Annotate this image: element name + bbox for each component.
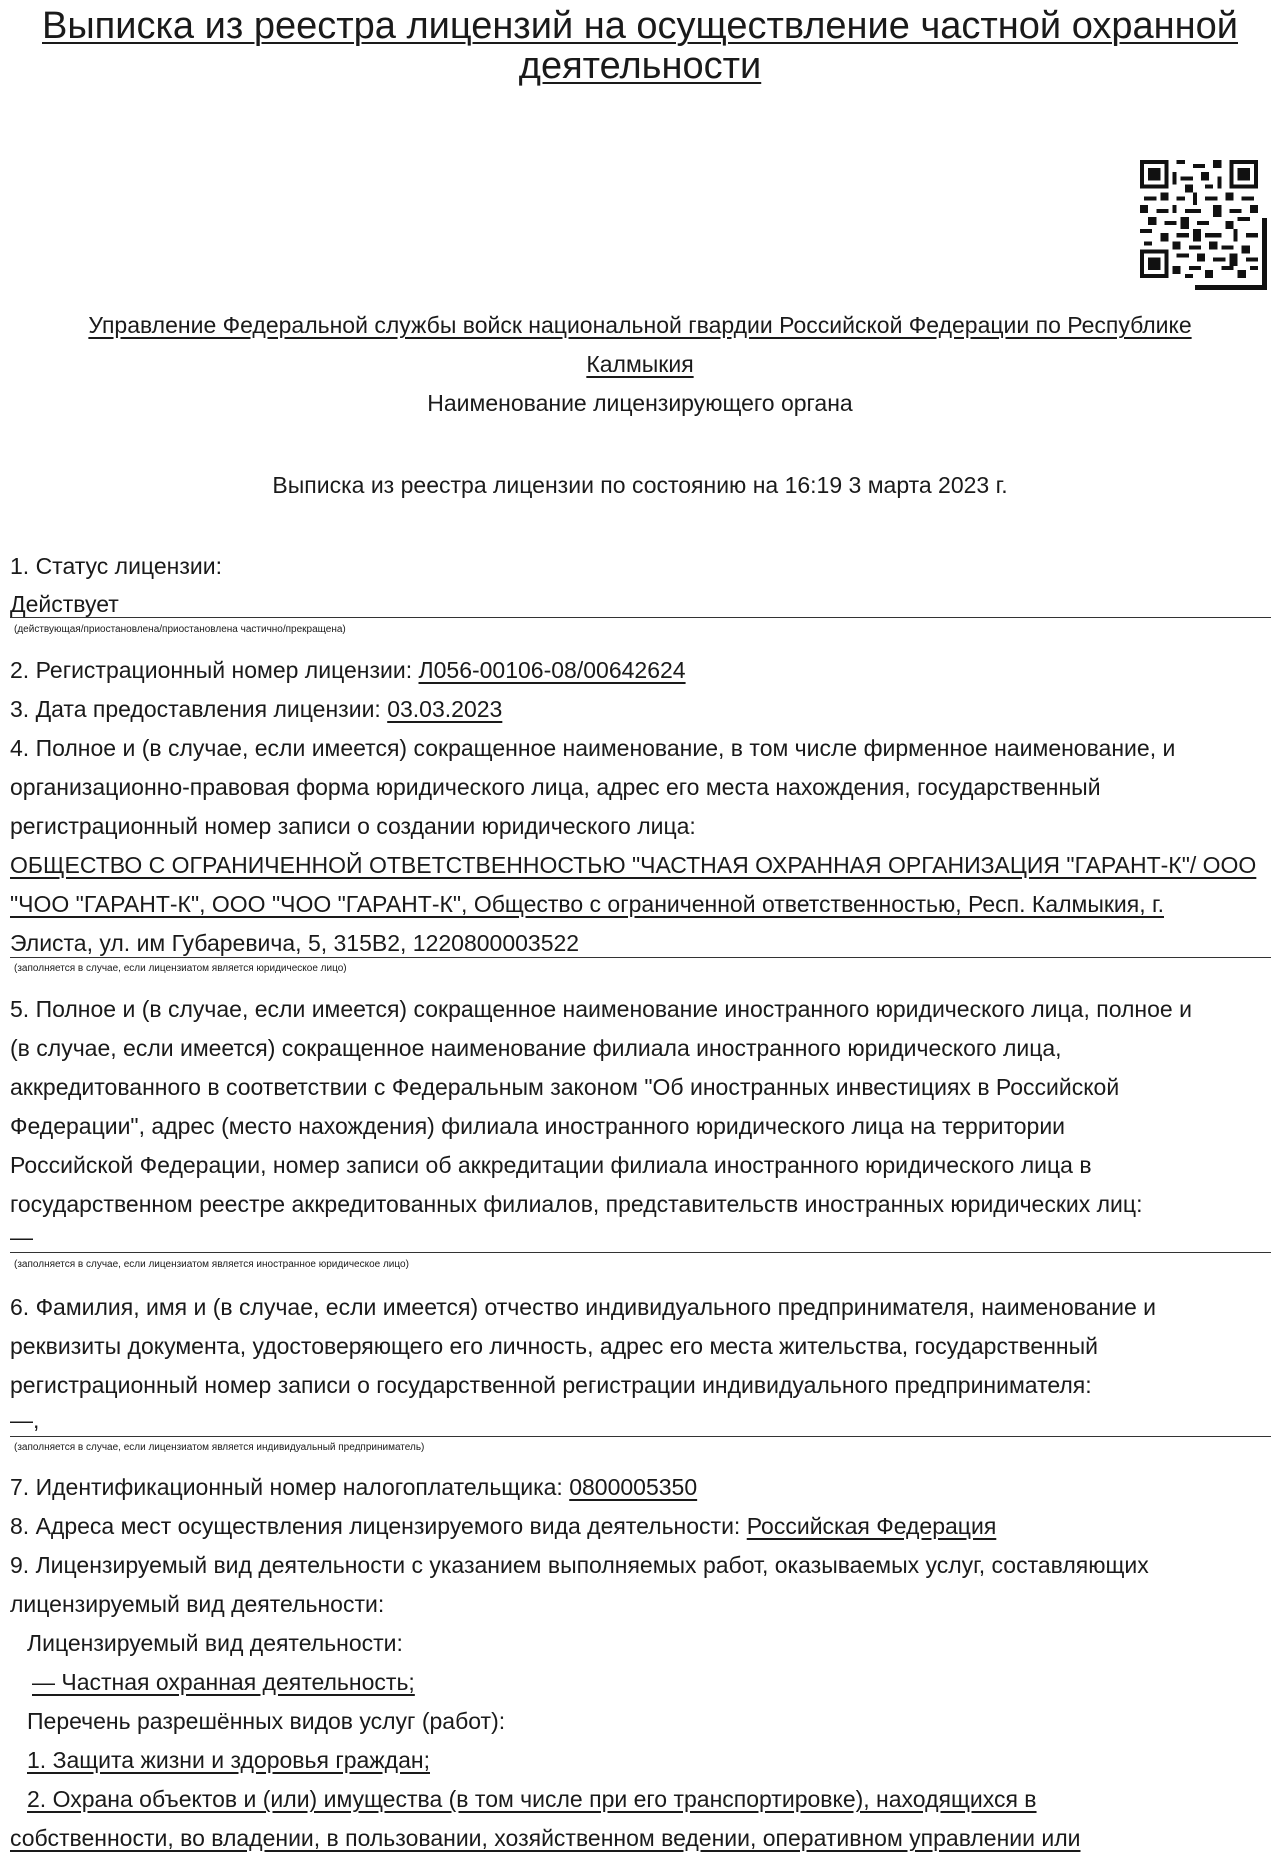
status-value: Действует — [10, 591, 119, 617]
inn-label: 7. Идентификационный номер налогоплательщика: — [10, 1474, 570, 1500]
authority-name-line-2: Калмыкия — [586, 351, 694, 377]
authority-name-line-1: Управление Федеральной службы войск национальной гвардии Российской Федерации по Республике — [88, 312, 1192, 338]
activity-kind-label: Лицензируемый вид деятельности: — [27, 1630, 403, 1656]
individual-underline — [10, 1436, 1271, 1437]
individual-label-line-1: 6. Фамилия, имя и (в случае, если имеется) отчество индивидуального предпринимателя, наименование и — [10, 1294, 1156, 1320]
document-title-line-2: деятельности — [518, 45, 762, 87]
individual-value: —, — [10, 1407, 40, 1433]
issue-date-row — [10, 690, 502, 729]
status-hint: (действующая/приостановлена/приостановлена частично/прекращена) — [14, 624, 346, 635]
legal-entity-value-line-1: ОБЩЕСТВО С ОГРАНИЧЕННОЙ ОТВЕТСТВЕННОСТЬЮ "ЧАСТНАЯ ОХРАННАЯ ОРГАНИЗАЦИЯ "ГАРАНТ-К"/ ООО — [10, 852, 1257, 878]
foreign-entity-label-line-5: Российской Федерации, номер записи об аккредитации филиала иностранного юридического лица в — [10, 1152, 1092, 1178]
legal-entity-hint: (заполняется в случае, если лицензиатом является юридическое лицо) — [14, 963, 347, 974]
foreign-entity-hint: (заполняется в случае, если лицензиатом является иностранное юридическое лицо) — [14, 1259, 409, 1270]
foreign-entity-label-line-6: государственном реестре аккредитованных филиалов, представительств иностранных юридических лиц: — [10, 1191, 1143, 1217]
document-title — [10, 6, 1270, 86]
activity-kind-value: — Частная охранная деятельность; — [32, 1669, 415, 1695]
addresses-value: Российская Федерация — [746, 1513, 997, 1539]
individual-label-line-3: регистрационный номер записи о государственной регистрации индивидуального предпринимателя: — [10, 1372, 1092, 1398]
reg-number-value: Л056-00106-08/00642624 — [418, 657, 686, 683]
legal-entity-underline — [10, 957, 1271, 958]
inn-row — [10, 1468, 697, 1507]
service-item-1: 1. Защита жизни и здоровья граждан; — [27, 1747, 430, 1773]
activity-label-line-1: 9. Лицензируемый вид деятельности с указанием выполняемых работ, оказываемых услуг, составляющих — [10, 1552, 1149, 1578]
authority-caption: Наименование лицензирующего органа — [427, 390, 853, 416]
addresses-label: 8. Адреса мест осуществления лицензируемого вида деятельности: — [10, 1513, 747, 1539]
extract-date: Выписка из реестра лицензии по состоянию на 16:19 3 марта 2023 г. — [272, 472, 1008, 498]
foreign-entity-value: — — [10, 1224, 33, 1250]
foreign-entity-label-line-1: 5. Полное и (в случае, если имеется) сокращенное наименование иностранного юридического лица, полное и — [10, 996, 1192, 1022]
individual-hint: (заполняется в случае, если лицензиатом является индивидуальный предприниматель) — [14, 1442, 425, 1453]
legal-entity-label-line-1: 4. Полное и (в случае, если имеется) сокращенное наименование, в том числе фирменное наименование, и — [10, 735, 1176, 761]
service-item-2-line-2: собственности, во владении, в пользовании, хозяйственном ведении, оперативном управлении или — [10, 1825, 1081, 1851]
inn-value: 0800005350 — [569, 1474, 698, 1500]
foreign-entity-label-line-4: Федерации", адрес (место нахождения) филиала иностранного юридического лица на территории — [10, 1113, 1066, 1139]
activity-label-line-2: лицензируемый вид деятельности: — [10, 1591, 385, 1617]
qr-corner-mark — [1195, 218, 1267, 290]
addresses-row — [10, 1507, 996, 1546]
legal-entity-value-line-2: "ЧОО "ГАРАНТ-К", ООО "ЧОО "ГАРАНТ-К", Общество с ограниченной ответственностью, Респ. Калмыкия, г. — [10, 891, 1164, 917]
foreign-entity-label-line-3: аккредитованного в соответствии с Федеральным законом "Об иностранных инвестициях в Российской — [10, 1074, 1120, 1100]
individual-label-line-2: реквизиты документа, удостоверяющего его личность, адрес его места жительства, государственный — [10, 1333, 1099, 1359]
status-underline — [10, 617, 1271, 618]
status-label: 1. Статус лицензии: — [10, 553, 222, 579]
services-label: Перечень разрешённых видов услуг (работ): — [27, 1708, 506, 1734]
document-title-line-1: Выписка из реестра лицензий на осуществление частной охранной — [42, 5, 1238, 47]
issue-date-label: 3. Дата предоставления лицензии: — [10, 696, 388, 722]
reg-number-label: 2. Регистрационный номер лицензии: — [10, 657, 419, 683]
legal-entity-label-line-2: организационно-правовая форма юридического лица, адрес его места нахождения, государственный — [10, 774, 1101, 800]
legal-entity-label-line-3: регистрационный номер записи о создании юридического лица: — [10, 813, 696, 839]
reg-number-row — [10, 651, 686, 690]
issue-date-value: 03.03.2023 — [387, 696, 503, 722]
foreign-entity-label-line-2: (в случае, если имеется) сокращенное наименование филиала иностранного юридического лица, — [10, 1035, 1062, 1061]
legal-entity-value-line-3: Элиста, ул. им Губаревича, 5, 315В2, 1220800003522 — [10, 930, 580, 956]
service-item-2-line-1: 2. Охрана объектов и (или) имущества (в том числе при его транспортировке), находящихся в — [27, 1786, 1037, 1812]
foreign-entity-underline — [10, 1252, 1271, 1253]
